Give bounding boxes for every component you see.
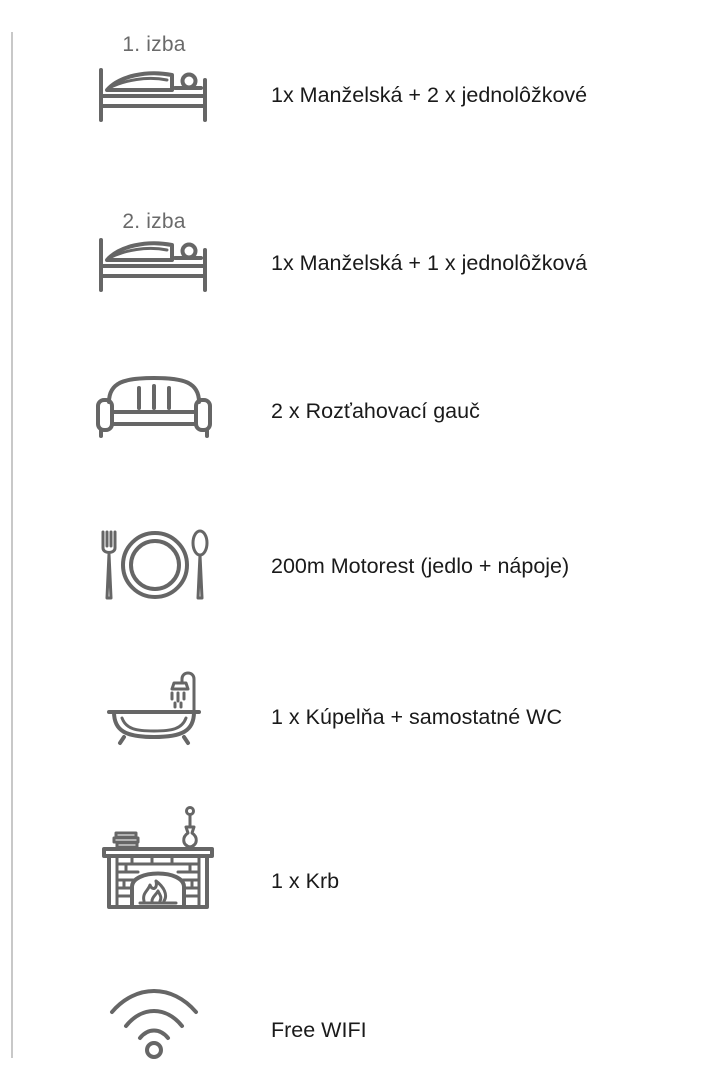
fireplace-icon xyxy=(102,805,214,911)
left-divider-rule xyxy=(11,32,13,1058)
amenity-text: 200m Motorest (jedlo + nápoje) xyxy=(271,554,570,578)
amenity-text: 2 x Rozťahovací gauč xyxy=(271,399,480,423)
amenity-text: 1x Manželská + 2 x jednolôžkové xyxy=(271,83,588,107)
room-label: 2. izba xyxy=(122,210,186,233)
amenity-text: 1x Manželská + 1 x jednolôžková xyxy=(271,251,588,275)
amenity-text: Free WIFI xyxy=(271,1018,367,1042)
amenity-text: 1 x Krb xyxy=(271,869,340,893)
wifi-icon xyxy=(108,986,200,1062)
room-label: 1. izba xyxy=(122,33,186,56)
amenity-text: 1 x Kúpelňa + samostatné WC xyxy=(271,705,562,729)
fork-plate-spoon-icon xyxy=(99,528,213,602)
bed-icon xyxy=(97,236,212,294)
sofa-icon xyxy=(95,374,213,440)
bathtub-icon xyxy=(106,669,202,745)
bed-icon xyxy=(97,66,212,124)
